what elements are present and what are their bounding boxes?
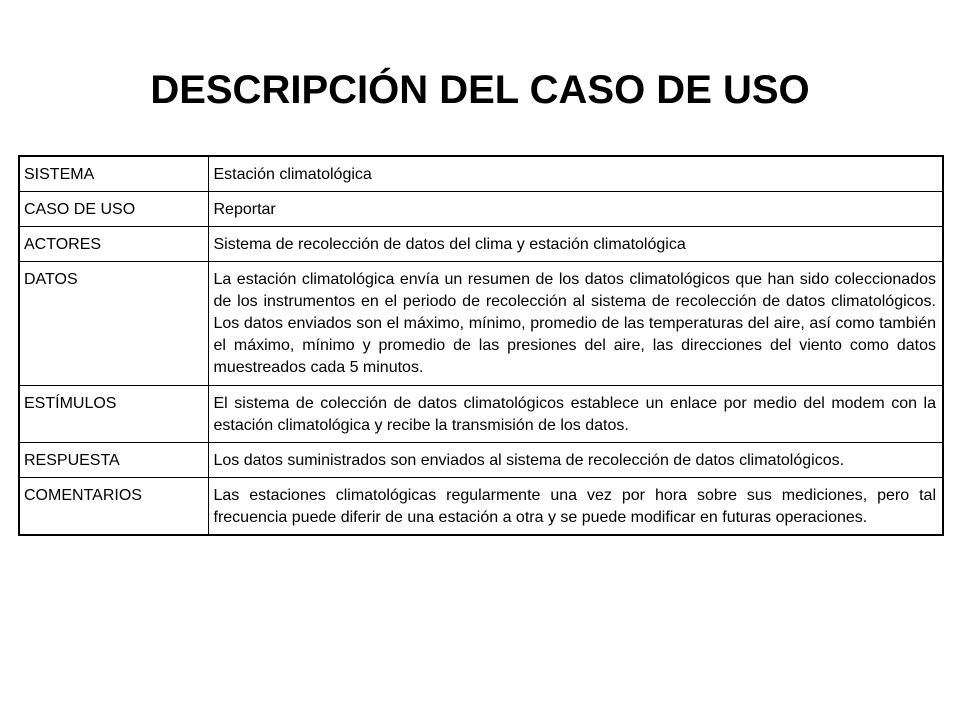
row-value: Las estaciones climatológicas regularmente una vez por hora sobre sus mediciones, pero tal frecuencia puede diferir de una estación a otra y se puede modificar en futuras operaciones. [208,478,943,536]
row-value: La estación climatológica envía un resumen de los datos climatológicos que han sido coleccionados de los instrumentos en el periodo de recolección al sistema de recolección de datos climatológicos. Los datos enviados son el máximo, mínimo, promedio de las temperaturas del aire, así como también el máximo, mínimo y promedio de las presiones del aire, las direcciones del viento como datos muestreados cada 5 minutos. [208,262,943,386]
row-label: DATOS [19,262,208,386]
page-title: DESCRIPCIÓN DEL CASO DE USO [150,68,810,112]
table-row-respuesta [19,443,943,478]
table-row-datos [19,262,943,386]
row-value: Los datos suministrados son enviados al sistema de recolección de datos climatológicos. [208,443,943,478]
row-label: ESTÍMULOS [19,386,208,443]
row-label: ACTORES [19,227,208,262]
row-value: Reportar [208,192,943,227]
row-value: El sistema de colección de datos climatológicos establece un enlace por medio del modem con la estación climatológica y recibe la transmisión de los datos. [208,386,943,443]
table-row-comentarios [19,478,943,536]
table-row-sistema [19,156,943,192]
use-case-table [18,155,944,536]
row-value: Sistema de recolección de datos del clima y estación climatológica [208,227,943,262]
row-label: RESPUESTA [19,443,208,478]
row-label: COMENTARIOS [19,478,208,536]
row-label: CASO DE USO [19,192,208,227]
row-value: Estación climatológica [208,156,943,192]
table-row-estimulos [19,386,943,443]
row-label: SISTEMA [19,156,208,192]
table-row-actores [19,227,943,262]
table-row-caso-de-uso [19,192,943,227]
